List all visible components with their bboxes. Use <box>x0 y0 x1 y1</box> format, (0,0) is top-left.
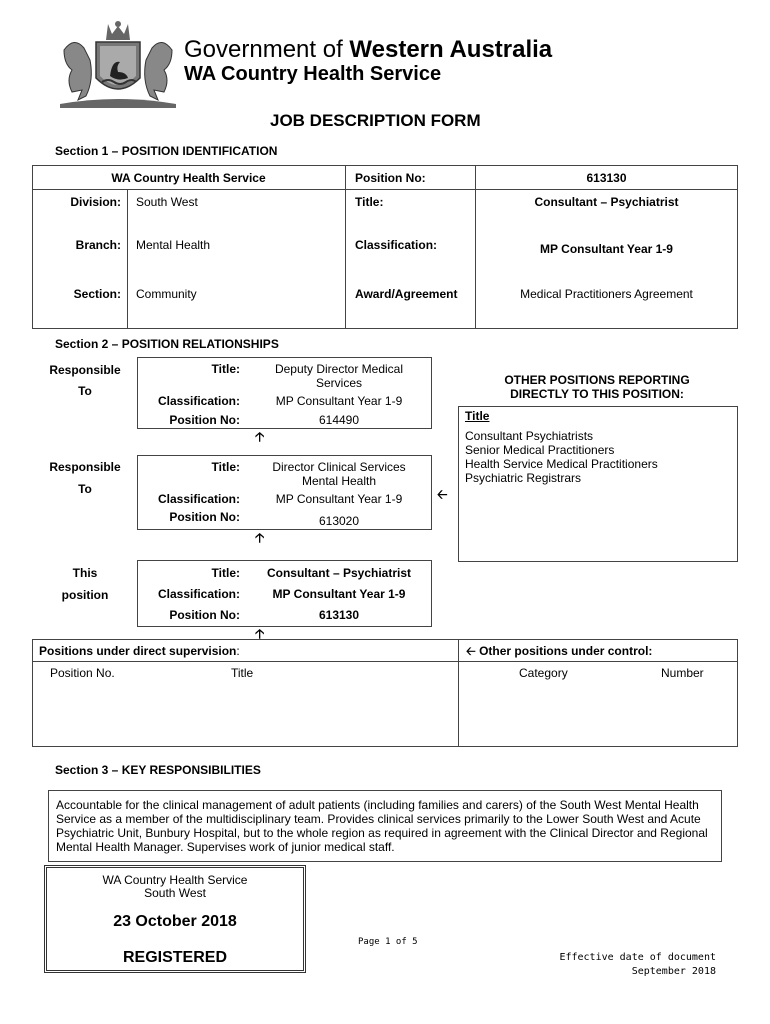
award-label: Award/Agreement <box>355 287 458 301</box>
this-position-label-2: position <box>61 588 109 602</box>
resp2-label-2: To <box>78 482 92 496</box>
resp1-posno-label: Position No: <box>169 413 240 427</box>
section-value: Community <box>136 287 197 301</box>
responsibilities-text: Accountable for the clinical management of adult patients (including families and carers) of the South West Mental Health Service as a member of the multidisciplinary team. Provides clinical services primarily to the Lower South West and Acute Psychiatric Unit, Bunbury Hospital, but to the whole region as required in agreement with the Clinical Director and Regional Mental Health Manager. Supervises work of junior medical staff. <box>56 798 708 854</box>
branch-value: Mental Health <box>136 238 211 252</box>
resp1-posno: 614490 <box>318 413 360 427</box>
resp1-classification: MP Consultant Year 1-9 <box>275 394 403 408</box>
resp1-title: Deputy Director Medical Services <box>274 362 404 390</box>
award-value: Medical Practitioners Agreement <box>520 287 693 301</box>
supervision-heading-text: Positions under direct supervision <box>39 644 237 658</box>
control-category-col: Category <box>519 666 568 680</box>
supervision-posno-col: Position No. <box>50 666 115 680</box>
stamp-org: WA Country Health Service <box>102 873 248 887</box>
resp1-label-2: To <box>78 384 92 398</box>
resp2-title: Director Clinical Services Mental Health <box>272 460 406 488</box>
government-heading <box>184 36 552 64</box>
section1-heading: Section 1 – POSITION IDENTIFICATION <box>55 144 278 158</box>
government-state: Western Australia <box>349 36 553 63</box>
control-number-col: Number <box>661 666 704 680</box>
supervision-header-divider <box>32 661 738 662</box>
division-label: Division: <box>70 195 121 209</box>
supervision-title-col: Title <box>231 666 254 680</box>
effective-date-label: Effective date of document <box>559 952 716 963</box>
resp1-label-1: Responsible <box>49 363 121 377</box>
org-name: WA Country Health Service <box>111 171 266 185</box>
this-posno-label: Position No: <box>169 608 240 622</box>
this-position-label-1: This <box>72 566 98 580</box>
classification-value: MP Consultant Year 1-9 <box>540 242 673 256</box>
other-positions-heading: OTHER POSITIONS REPORTING DIRECTLY TO THIS POSITION: <box>504 373 690 401</box>
section2-heading: Section 2 – POSITION RELATIONSHIPS <box>55 337 279 351</box>
other-position-item: Health Service Medical Practitioners <box>465 457 658 471</box>
page-number: Page 1 of 5 <box>358 937 418 947</box>
stamp-region: South West <box>144 886 206 900</box>
wa-crest-logo <box>56 20 180 112</box>
supervision-divider <box>458 639 459 747</box>
division-value: South West <box>136 195 198 209</box>
other-positions-title-col: Title <box>465 409 490 423</box>
section3-heading: Section 3 – KEY RESPONSIBILITIES <box>55 763 261 777</box>
form-title: JOB DESCRIPTION FORM <box>270 111 481 130</box>
this-classification: MP Consultant Year 1-9 <box>272 587 406 601</box>
this-posno: 613130 <box>318 608 360 622</box>
control-heading <box>466 644 652 658</box>
stamp-date: 23 October 2018 <box>113 913 237 930</box>
this-title-label: Title: <box>211 566 240 580</box>
control-heading-text: Other positions under control: <box>479 644 653 658</box>
resp1-title-label: Title: <box>211 362 240 376</box>
branch-label: Branch: <box>75 238 121 252</box>
effective-date: September 2018 <box>631 966 716 977</box>
resp2-posno-label: Position No: <box>169 510 240 524</box>
stamp-status: REGISTERED <box>122 949 227 966</box>
section1-col-divider-2 <box>345 165 346 329</box>
resp2-class-label: Classification: <box>157 492 240 506</box>
arrow-up-icon: 🡡 <box>255 429 265 444</box>
resp1-class-label: Classification: <box>157 394 240 408</box>
arrow-left-icon: 🡠 <box>437 487 448 502</box>
supervision-heading <box>39 644 240 658</box>
health-service-heading: WA Country Health Service <box>184 63 442 85</box>
section1-col-divider-1 <box>127 189 128 329</box>
position-no-value: 613130 <box>586 171 627 185</box>
arrow-up-icon: 🡡 <box>255 626 265 641</box>
resp2-label-1: Responsible <box>49 460 121 474</box>
title-value: Consultant – Psychiatrist <box>534 195 679 209</box>
section-label: Section: <box>73 287 121 301</box>
title-label: Title: <box>355 195 384 209</box>
other-position-item: Consultant Psychiatrists <box>465 429 594 443</box>
arrow-left-icon: 🡠 <box>466 644 476 658</box>
other-position-item: Senior Medical Practitioners <box>465 443 615 457</box>
government-prefix: Government of <box>184 36 350 63</box>
this-title: Consultant – Psychiatrist <box>266 566 412 580</box>
this-class-label: Classification: <box>157 587 240 601</box>
resp2-posno: 613020 <box>318 514 360 528</box>
resp2-title-label: Title: <box>211 460 240 474</box>
supervision-heading-colon: : <box>236 644 240 658</box>
section1-row-divider <box>32 189 738 190</box>
other-position-item: Psychiatric Registrars <box>465 471 582 485</box>
position-no-label: Position No: <box>355 171 426 185</box>
classification-label: Classification: <box>355 238 438 252</box>
arrow-up-icon: 🡡 <box>255 530 265 545</box>
resp2-classification: MP Consultant Year 1-9 <box>275 492 403 506</box>
